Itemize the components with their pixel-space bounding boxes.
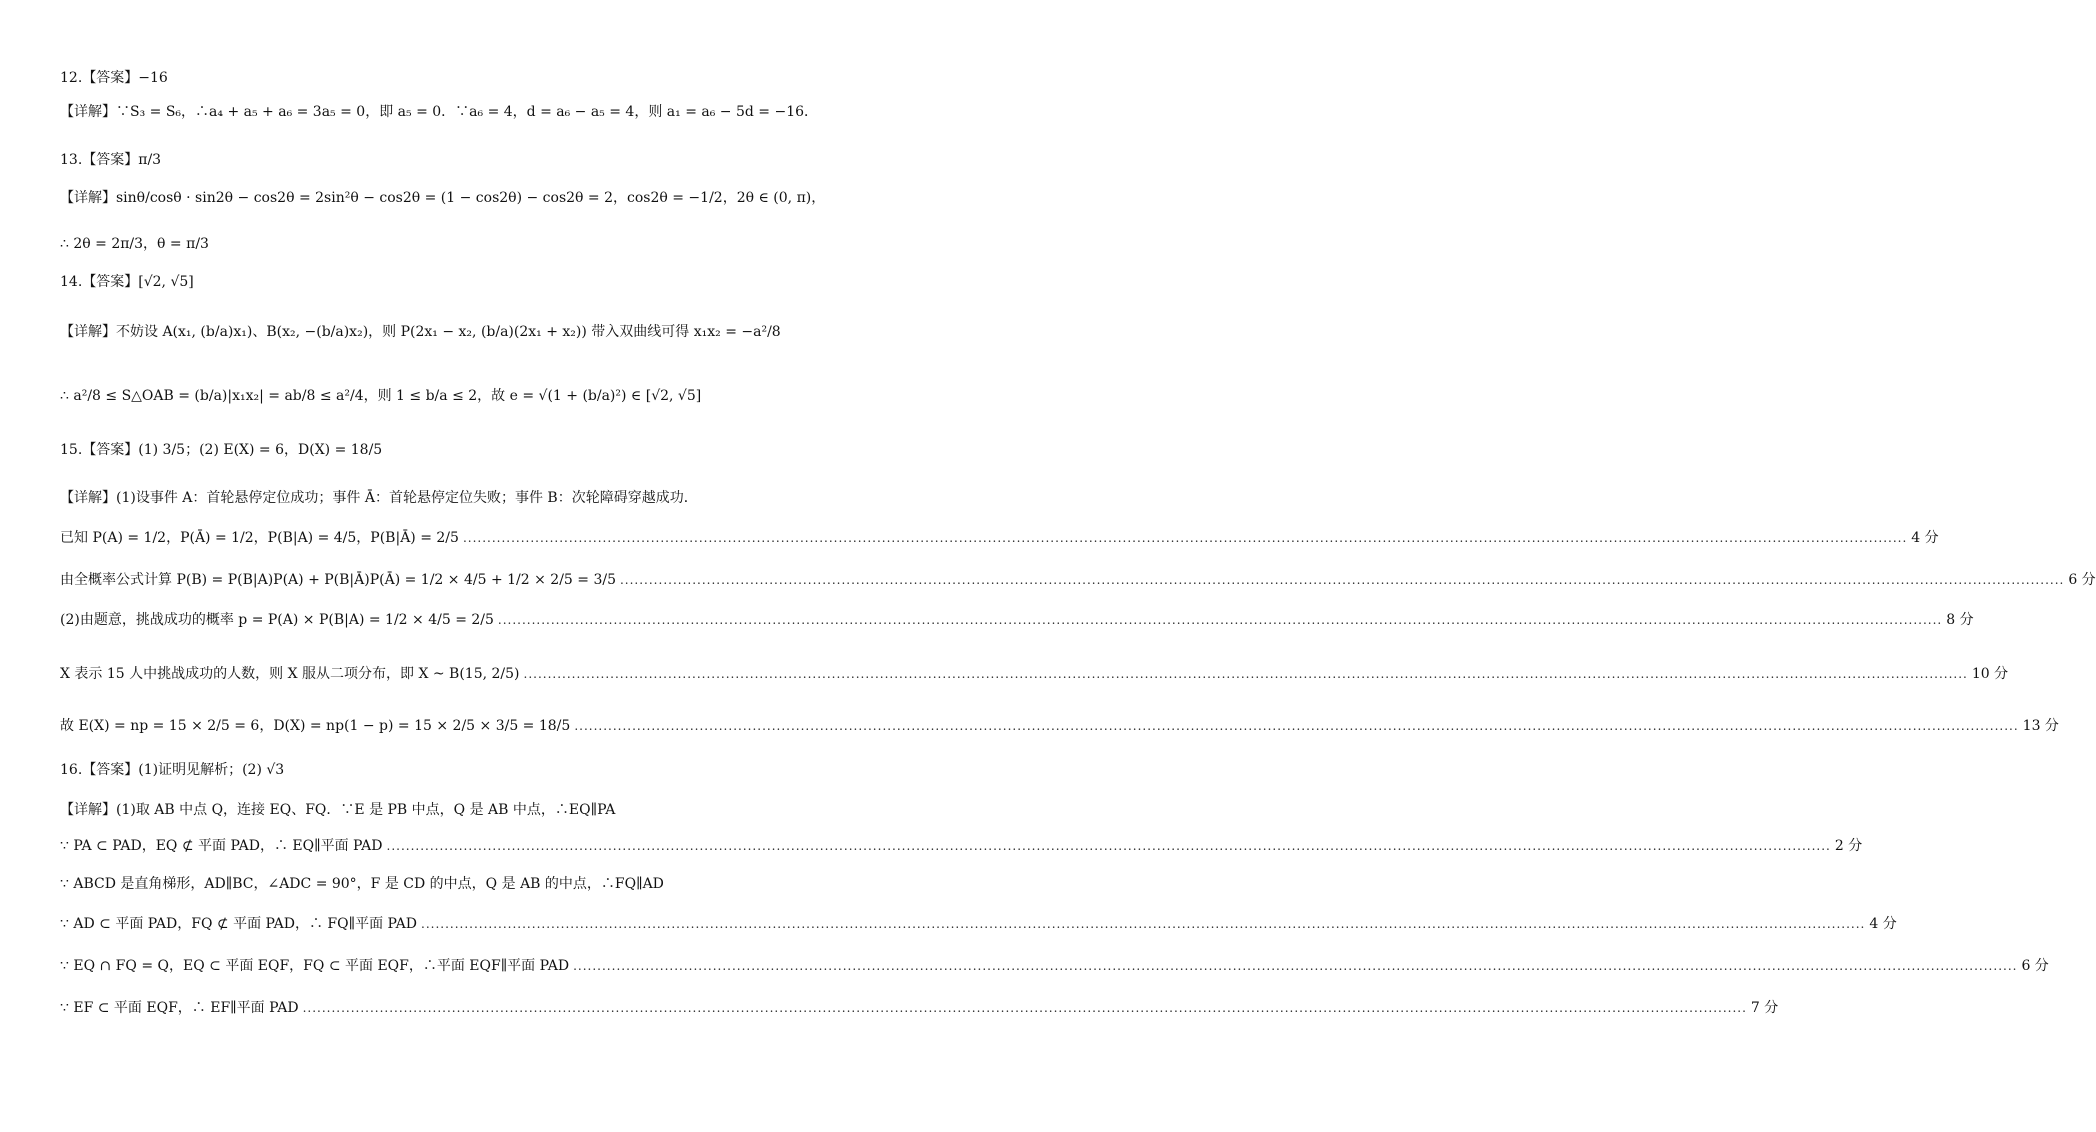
score-points: 6 分 — [2068, 572, 2096, 588]
text-line: 【详解】sinθ/cosθ · sin2θ − cos2θ = 2sin²θ − cos2θ = (1 − cos2θ) − cos2θ = 2，cos2θ = −1/2，2θ ∈ (0, π)， — [60, 190, 826, 206]
scored-line — [60, 570, 2096, 590]
solution-step: ∵ EQ ∩ FQ = Q，EQ ⊂ 平面 EQF，FQ ⊂ 平面 EQF，∴平面 EQF∥平面 PAD — [60, 958, 570, 974]
solution-step: ∵ PA ⊂ PAD，EQ ⊄ 平面 PAD，∴ EQ∥平面 PAD — [60, 838, 383, 854]
solution-step: ∵ EF ⊂ 平面 EQF，∴ EF∥平面 PAD — [60, 1000, 299, 1016]
solution-step: 已知 P(A) = 1/2，P(Ā) = 1/2，P(B|A) = 4/5，P(B|Ā) = 2/5 — [60, 530, 459, 546]
text-line: ∴ 2θ = 2π/3，θ = π/3 — [60, 236, 209, 252]
text-line: 【详解】(1)设事件 A：首轮悬停定位成功；事件 Ā：首轮悬停定位失败；事件 B：次轮障碍穿越成功． — [60, 490, 698, 506]
text-line: 【详解】(1)取 AB 中点 Q，连接 EQ、FQ．∵E 是 PB 中点，Q 是 AB 中点，∴EQ∥PA — [60, 802, 616, 818]
text-line: 13.【答案】π/3 — [60, 152, 162, 168]
score-points: 4 分 — [1869, 916, 1897, 932]
leader-dots: ............................................................................................................................................................................................................................................................................................................ — [302, 1001, 1747, 1015]
text-line: 【详解】∵S₃ = S₆，∴a₄ + a₅ + a₆ = 3a₅ = 0，即 a₅ = 0．∵a₆ = 4，d = a₆ − a₅ = 4，则 a₁ = a₆ − 5d = −16． — [60, 104, 819, 120]
text-line: 14.【答案】[√2, √5] — [60, 274, 194, 290]
scored-line — [60, 836, 1863, 856]
solution-step: 故 E(X) = np = 15 × 2/5 = 6，D(X) = np(1 − p) = 15 × 2/5 × 3/5 = 18/5 — [60, 718, 571, 734]
scored-line — [60, 914, 1897, 934]
solution-step: 由全概率公式计算 P(B) = P(B|A)P(A) + P(B|Ā)P(Ā) = 1/2 × 4/5 + 1/2 × 2/5 = 3/5 — [60, 572, 616, 588]
text-line: 16.【答案】(1)证明见解析；(2) √3 — [60, 762, 285, 778]
scored-line — [60, 956, 2049, 976]
leader-dots: ............................................................................................................................................................................................................................................................................................................ — [421, 917, 1866, 931]
score-points: 2 分 — [1834, 838, 1863, 854]
scored-line — [60, 610, 1974, 630]
scored-line — [60, 998, 1779, 1018]
leader-dots: ............................................................................................................................................................................................................................................................................................................ — [523, 667, 1968, 681]
leader-dots: ............................................................................................................................................................................................................................................................................................................ — [573, 959, 2018, 973]
text-line: ∵ ABCD 是直角梯形，AD∥BC，∠ADC = 90°，F 是 CD 的中点，Q 是 AB 的中点，∴FQ∥AD — [60, 876, 664, 892]
leader-dots: ............................................................................................................................................................................................................................................................................................................ — [462, 531, 1908, 545]
leader-dots: ............................................................................................................................................................................................................................................................................................................ — [574, 719, 2019, 733]
scored-line — [60, 716, 2059, 736]
text-line: 12.【答案】−16 — [60, 70, 168, 86]
score-points: 6 分 — [2021, 958, 2049, 974]
text-line: ∴ a²/8 ≤ S△OAB = (b/a)|x₁x₂| = ab/8 ≤ a²/4，则 1 ≤ b/a ≤ 2，故 e = √(1 + (b/a)²) ∈ [√2, √5] — [60, 388, 702, 404]
solution-step: ∵ AD ⊂ 平面 PAD，FQ ⊄ 平面 PAD，∴ FQ∥平面 PAD — [60, 916, 418, 932]
score-points: 10 分 — [1971, 666, 2009, 682]
scored-line — [60, 664, 2009, 684]
text-line: 【详解】不妨设 A(x₁, (b/a)x₁)、B(x₂, −(b/a)x₂)，则 P(2x₁ − x₂, (b/a)(2x₁ + x₂)) 带入双曲线可得 x₁x₂ = −a²/8 — [60, 324, 781, 340]
score-points: 7 分 — [1750, 1000, 1779, 1016]
solution-step: X 表示 15 人中挑战成功的人数，则 X 服从二项分布，即 X ~ B(15, 2/5) — [60, 666, 520, 682]
solution-step: (2)由题意，挑战成功的概率 p = P(A) × P(B|A) = 1/2 × 4/5 = 2/5 — [60, 612, 494, 628]
text-line: 15.【答案】(1) 3/5；(2) E(X) = 6，D(X) = 18/5 — [60, 442, 383, 458]
leader-dots: ............................................................................................................................................................................................................................................................................................................ — [619, 573, 2065, 587]
scored-line — [60, 528, 1939, 548]
leader-dots: ............................................................................................................................................................................................................................................................................................................ — [386, 839, 1831, 853]
score-points: 8 分 — [1946, 612, 1974, 628]
score-points: 13 分 — [2022, 718, 2059, 734]
leader-dots: ............................................................................................................................................................................................................................................................................................................ — [497, 613, 1943, 627]
score-points: 4 分 — [1911, 530, 1939, 546]
